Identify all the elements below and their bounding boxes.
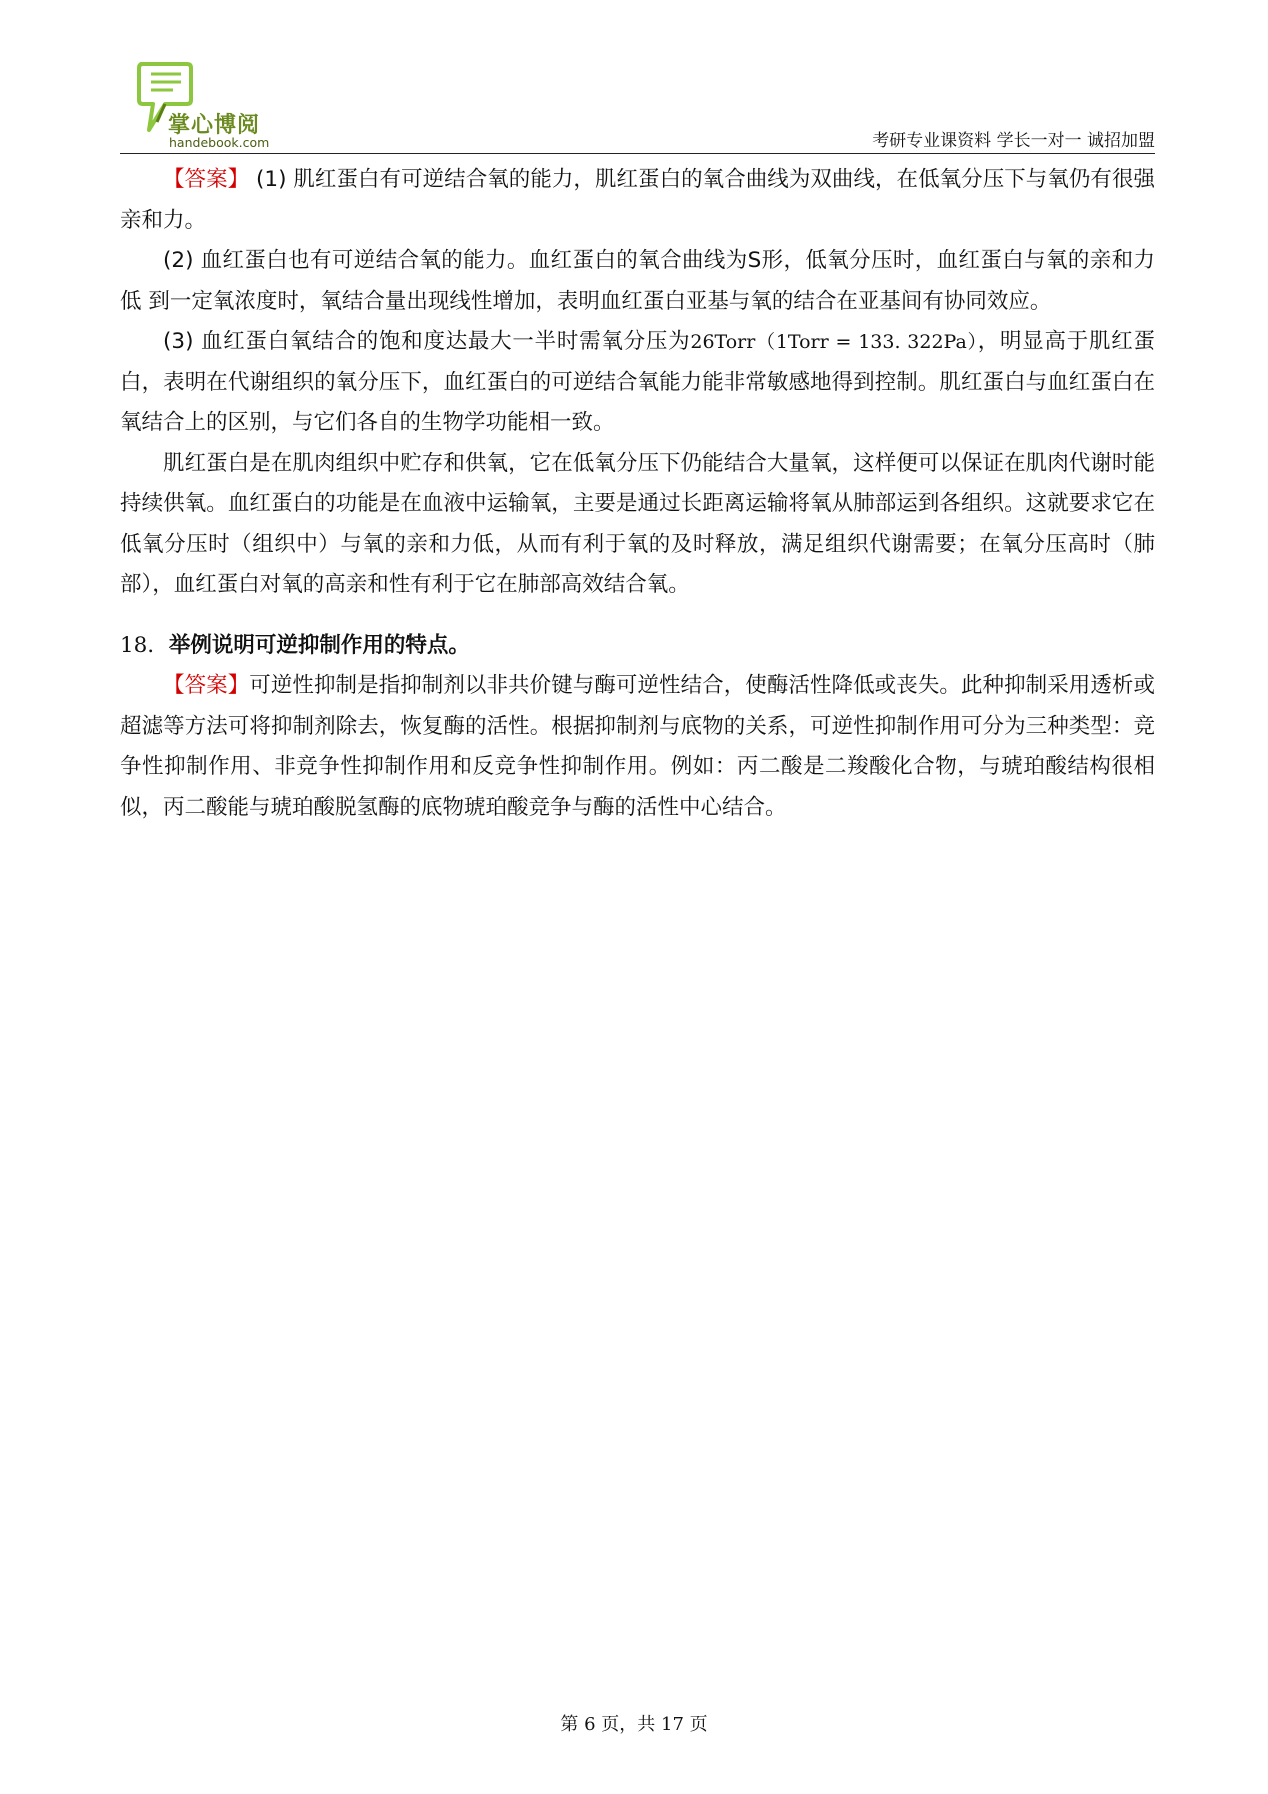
q18-title: 举例说明可逆抑制作用的特点。 (168, 632, 470, 658)
q17-answer-p3-formula: 26Torr（1Torr = 133. 322Pa） (690, 331, 978, 353)
answer-tag: 【答案】 (163, 673, 250, 698)
q17-answer-p4: 肌红蛋白是在肌肉组织中贮存和供氧，它在低氧分压下仍能结合大量氧，这样便可以保证在肌肉代谢时能持续供氧。血红蛋白的功能是在血液中运输氧，主要是通过长距离运输将氧从肺部运到各组织。这就要求它在低氧分压时（组织中）与氧的亲和力低，从而有利于氧的及时释放，满足组织代谢需要；在氧分压高时（肺部），血红蛋白对氧的高亲和性有利于它在肺部高效结合氧。 (120, 450, 1155, 597)
q17-answer-p3-text-a: (3) 血红蛋白氧结合的饱和度达最大一半时需氧分压为 (163, 329, 691, 354)
header-divider (120, 153, 1155, 154)
header-tagline: 考研专业课资料 学长一对一 诚招加盟 (872, 131, 1155, 151)
q17-answer-p3-text-b: ，明显高于肌红蛋白，表明在代谢组织的氧分压下，血红蛋白的可逆结合氧能力能非常敏感地得到控制。肌红蛋白与血红蛋白在氧结合上的区别，与它们各自的生物学功能相一致。 (120, 329, 1155, 435)
q18-answer (120, 666, 1155, 828)
handebook-logo (135, 60, 295, 150)
q17-answer-p1 (120, 160, 1155, 241)
q18-number: 18． (120, 632, 169, 658)
document-body (120, 160, 1155, 828)
q18-answer-text: 可逆性抑制是指抑制剂以非共价键与酶可逆性结合，使酶活性降低或丧失。此种抑制采用透析或超滤等方法可将抑制剂除去，恢复酶的活性。根据抑制剂与底物的关系，可逆性抑制作用可分为三种类型：竞争性抑制作用、非竞争性抑制作用和反竞争性抑制作用。例如：丙二酸是二羧酸化合物，与琥珀酸结构很相似，丙二酸能与琥珀酸脱氢酶的底物琥珀酸竞争与酶的活性中心结合。 (120, 673, 1155, 820)
q17-answer-p3 (120, 322, 1155, 444)
logo-brand-text: 掌心博阅 (168, 113, 261, 138)
q17-answer-p1-text: (1) 肌红蛋白有可逆结合氧的能力，肌红蛋白的氧合曲线为双曲线，在低氧分压下与氧仍有很强亲和力。 (120, 167, 1155, 233)
logo-domain-text: handebook.com (169, 135, 270, 150)
page-number: 第 6 页，共 17 页 (560, 1714, 708, 1735)
q17-answer-p2: (2) 血红蛋白也有可逆结合氧的能力。血红蛋白的氧合曲线为S形，低氧分压时，血红蛋白与氧的亲和力低 到一定氧浓度时，氧结合量出现线性增加，表明血红蛋白亚基与氧的结合在亚基间有协同效应。 (120, 248, 1155, 314)
answer-tag: 【答案】 (163, 167, 250, 192)
q18-question (120, 626, 1155, 667)
